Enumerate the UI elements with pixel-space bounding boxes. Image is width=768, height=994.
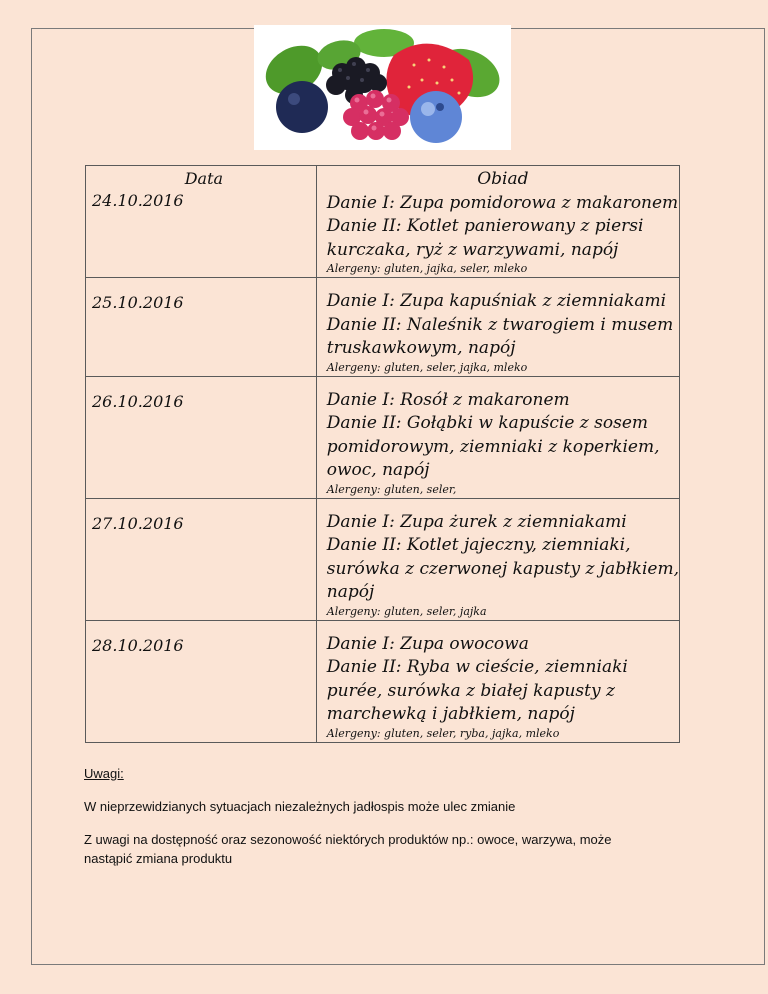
table-row <box>86 620 680 742</box>
meal-line: Danie I: Rosół z makaronem <box>326 389 570 410</box>
table-row <box>86 498 680 620</box>
note-text: W nieprzewidzianych sytuacjach niezależnych jadłospis może ulec zmianie <box>84 799 516 814</box>
date-cell <box>86 376 317 498</box>
notes-section <box>84 766 704 882</box>
meal-line: napój <box>326 582 375 602</box>
date-value: 27.10.2016 <box>92 513 184 533</box>
menu-table <box>85 165 680 743</box>
meal-cell <box>316 620 679 742</box>
berries-image <box>254 25 511 150</box>
header-date: Data <box>184 169 224 188</box>
meal-line: Danie II: Ryba w cieście, ziemniaki <box>326 657 628 677</box>
meal-line: Danie II: Kotlet panierowany z piersi <box>326 216 644 236</box>
allergens-text: Alergeny: gluten, jajka, seler, mleko <box>326 262 528 275</box>
table-row <box>86 278 680 377</box>
date-value: 25.10.2016 <box>92 293 184 312</box>
date-cell <box>86 620 317 742</box>
meal-cell <box>316 278 679 377</box>
meal-line: Danie II: Gołąbki w kapuście z sosem <box>326 413 649 433</box>
notes-title: Uwagi: <box>84 766 124 781</box>
allergens-text: Alergeny: gluten, seler, jajka <box>326 604 487 618</box>
date-cell <box>86 278 317 377</box>
allergens-text: Alergeny: gluten, seler, jajka, mleko <box>326 360 528 374</box>
note-text <box>84 830 704 868</box>
date-cell <box>86 498 317 620</box>
note-text-part: nastąpić zmiana produktu <box>84 851 233 866</box>
meal-line: Danie II: Kotlet jajeczny, ziemniaki, <box>326 535 631 555</box>
meal-line: Danie I: Zupa kapuśniak z ziemniakami <box>326 291 667 311</box>
meal-line: Danie I: Zupa żurek z ziemniakami <box>326 511 627 532</box>
meal-line: surówka z czerwonej kapusty z jabłkiem, <box>326 558 679 579</box>
meal-cell <box>316 498 679 620</box>
header-obiad: Obiad <box>477 169 529 189</box>
allergens-text: Alergeny: gluten, seler, <box>326 482 457 496</box>
meal-line: Danie I: Zupa owocowa <box>326 633 529 654</box>
meal-line: purée, surówka z białej kapusty z <box>326 680 615 701</box>
meal-cell <box>316 166 679 278</box>
meal-line: pomidorowym, ziemniaki z koperkiem, <box>326 436 660 457</box>
meal-cell <box>316 376 679 498</box>
date-value: 24.10.2016 <box>92 191 184 210</box>
date-cell <box>86 166 317 278</box>
meal-line: owoc, napój <box>326 460 430 480</box>
meal-line: truskawkowym, napój <box>326 338 516 358</box>
meal-line: marchewką i jabłkiem, napój <box>326 704 575 724</box>
note-text-part: Z uwagi na dostępność oraz sezonowość niektórych produktów np.: owoce, warzywa, może <box>84 832 612 847</box>
table-row <box>86 166 680 278</box>
table-row <box>86 376 680 498</box>
meal-line: Danie I: Zupa pomidorowa z makaronem <box>326 192 679 213</box>
allergens-text: Alergeny: gluten, seler, ryba, jajka, mleko <box>326 726 560 740</box>
date-value: 26.10.2016 <box>92 391 184 411</box>
meal-line: kurczaka, ryż z warzywami, napój <box>326 239 619 260</box>
meal-line: Danie II: Naleśnik z twarogiem i musem <box>326 314 674 335</box>
date-value: 28.10.2016 <box>92 635 184 655</box>
